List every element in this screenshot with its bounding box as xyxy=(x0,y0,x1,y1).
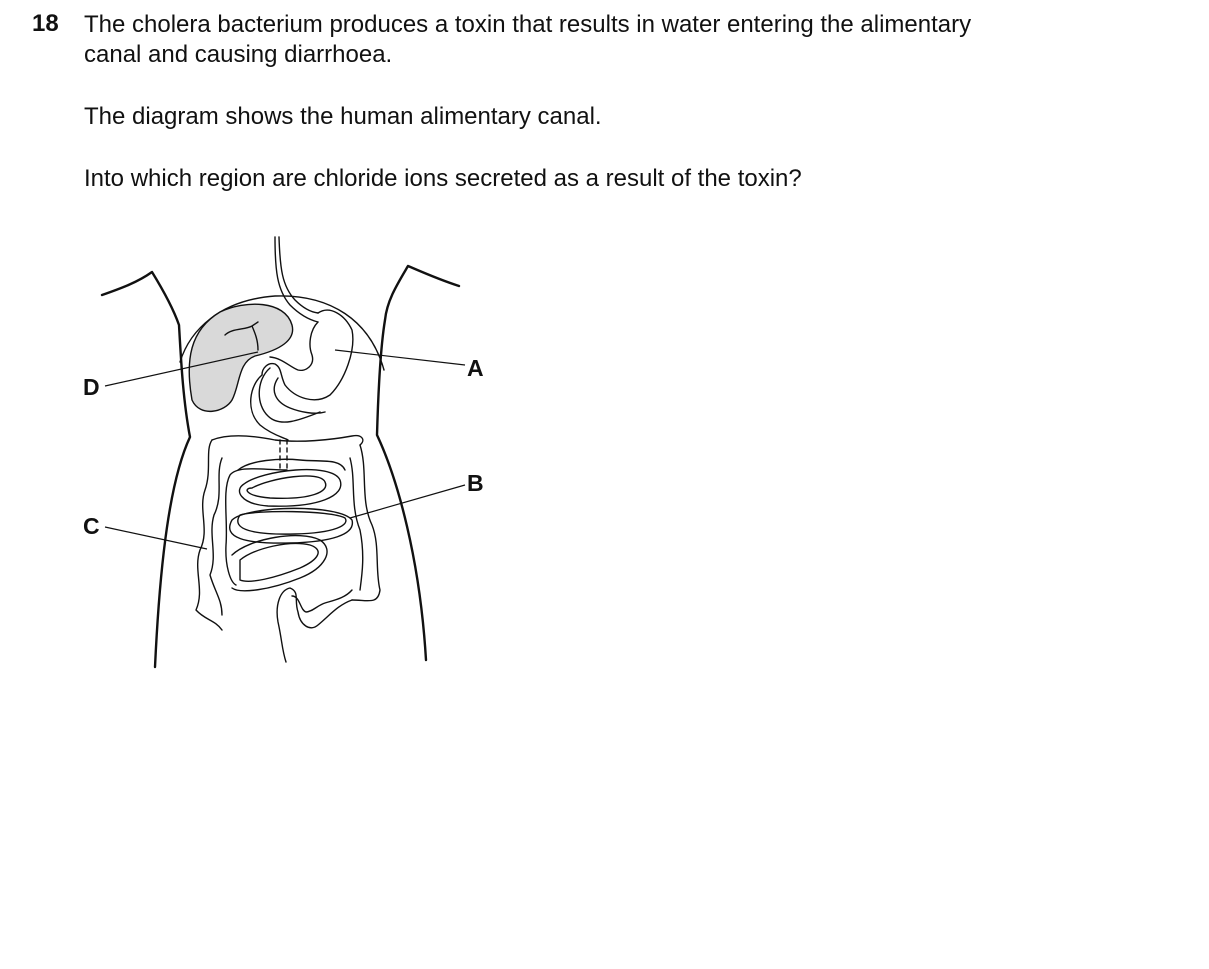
label-a: A xyxy=(467,355,484,381)
label-c: C xyxy=(83,513,100,539)
duodenum xyxy=(251,368,325,440)
intro-line-2: canal and causing diarrhoea. xyxy=(84,41,393,68)
question-prompt: Into which region are chloride ions secreted as a result of the toxin? xyxy=(84,165,802,192)
descending-colon xyxy=(352,445,380,601)
leader-line-a xyxy=(335,350,465,365)
question-number: 18 xyxy=(32,10,59,37)
liver xyxy=(189,304,292,411)
rectum xyxy=(277,588,352,662)
hidden-duodenum xyxy=(280,440,287,470)
leader-line-c xyxy=(105,527,207,549)
intro-line-1: The cholera bacterium produces a toxin that results in water entering the alimentary xyxy=(84,11,972,38)
label-b: B xyxy=(467,470,484,496)
ascending-colon xyxy=(196,440,222,630)
label-d: D xyxy=(83,374,100,400)
leader-line-b xyxy=(350,485,465,518)
small-intestine xyxy=(226,459,353,590)
diagram-caption: The diagram shows the human alimentary canal. xyxy=(84,103,602,130)
oesophagus xyxy=(275,237,318,322)
